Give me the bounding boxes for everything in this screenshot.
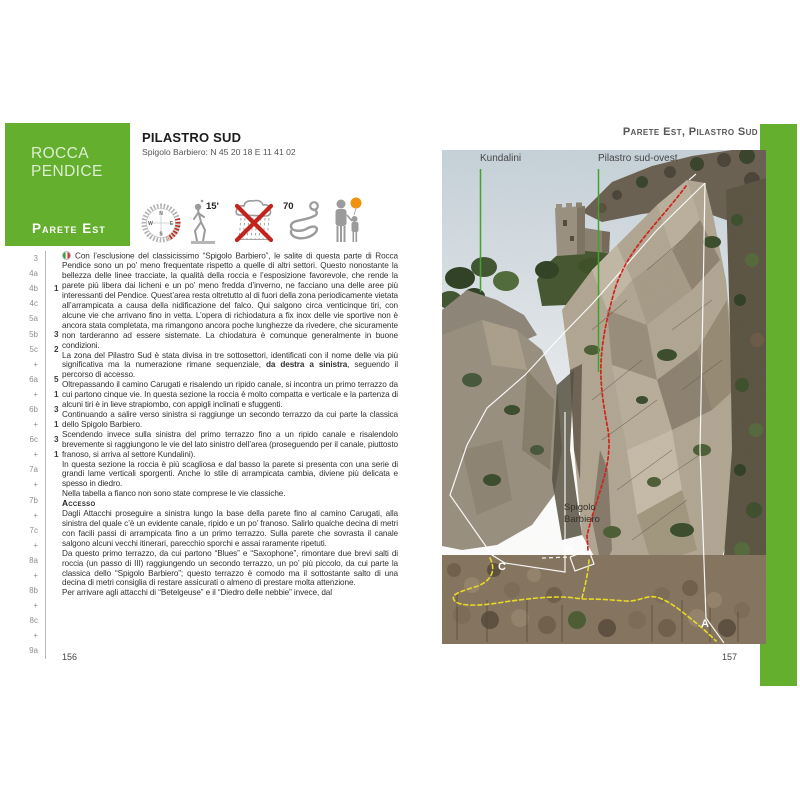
rope-length-label: 70 <box>283 201 294 212</box>
grade-row: 5b 3 <box>8 326 59 341</box>
photo-grain <box>442 150 766 644</box>
grade-row: 7c <box>8 523 59 538</box>
page-number-right: 157 <box>722 652 738 662</box>
paragraph: Scendendo invece sulla sinistra del primo terrazzo fino a un ripido canale e risalendolo brevemente si raggiungono le vie del lato sinistro dell’area (proseguendo per il canale, piuttosto franoso, si arriva al settore Kundalini). <box>62 429 398 459</box>
sectors-paragraph: La zona del Pilastro Sud è stata divisa in tre sottosettori, identificati con il nome delle via più significativa ma la numerazione rimane sequenziale, da destra a sinistra, seguendo il percorso di accesso. <box>62 350 398 380</box>
access-paragraph: Per arrivare agli attacchi di “Betelgeuse” e il “Diedro delle nebbie” invece, dal <box>62 588 332 598</box>
access-paragraph: Da questo primo terrazzo, da cui partono “Blues” e “Saxophone”, rimontare due brevi salti di roccia (un passo di III) raggiungendo un secondo terrazzo, un po’ più piccolo, da cui parte la classica dello “Spigolo Barbiero”; questo terrazzo è comodo ma il sottostante salto di una decina di metri consiglia di restare assicurati o almeno di prestare molta attenzione. <box>62 548 398 588</box>
label-pilastro-sud-ovest: Pilastro sud-ovest <box>598 153 678 164</box>
intro-paragraph: Con l’esclusione del classicissimo “Spigolo Barbiero”, le salite di questa parte di Rocca Pendice sono un po’ meno frequentate rispetto a quelle di altri settori. Questo nonostante la bellezza delle linee tracciate, la qualità della roccia e l’esposizione favorevole, che rende la parete più libera dai licheni e un po’ meno fredda d’inverno, ne facciano una delle aree più interessanti del Pendice. Quest’area resta oltretutto al di fuori della zona periodicamente vietata all’arrampicata a causa della nidificazione del falco. Qui salgono circa venticinque tiri, con alcune vie che arrivano fino in vetta. L’opera di richiodatura a fix inox delle vie sportive non è ancora stata completata, ma rimangono ancora poche lunghezze da rivedere, che sicuramente non tarderanno ad essere sistemate. La chiodatura è comunque generalmente in buone condizioni. <box>62 251 398 350</box>
compass-s: S <box>159 231 163 238</box>
grade-row: 6c 3 <box>8 432 59 447</box>
sector-label-c: C <box>498 561 506 573</box>
paragraph: Oltrepassando il camino Carugati e risalendo un ripido canale, si incontra un primo terrazzo da cui partono cinque vie. In questa sezione la roccia è molto compatta e verticale e la partenza di alcuni tiri è in lieve strapiombo, con appigli inclinati e sfuggenti. <box>62 380 398 410</box>
grade-row: 8c <box>8 613 59 628</box>
grade-row: 4a <box>8 266 59 281</box>
page-title: PILASTRO SUD <box>142 130 242 145</box>
crag-photo <box>442 150 766 644</box>
grade-row: 8b <box>8 583 59 598</box>
compass-exposure-icon <box>138 197 184 247</box>
grade-row: + <box>8 538 59 553</box>
no-climb-when-wet-icon <box>230 197 278 247</box>
compass-w: W <box>148 221 153 227</box>
italian-flag-icon <box>62 251 71 260</box>
family-friendly-icon <box>328 195 368 248</box>
grade-row: 8a <box>8 553 59 568</box>
grade-row: 7b <box>8 493 59 508</box>
sector-label-b: B <box>566 545 574 557</box>
grade-row: 6b 3 <box>8 402 59 417</box>
access-paragraph: Dagli Attacchi proseguire a sinistra lungo la base della parete fino al camino Carugati, alla sinistra del quale c’è un evidente canale, ripido e un po’ franoso. Salirlo qualche decina di metri con facili passi di arrampicata fino a un primo terrazzo. Sulla parete che sovrasta il canale salgono alcuni vecchi itinerari, parecchio sporchi e assai raramente ripetuti. <box>62 509 398 548</box>
grade-row: + <box>8 598 59 613</box>
grade-row: 5a <box>8 311 59 326</box>
grade-row: + <box>8 508 59 523</box>
route-description <box>62 251 398 598</box>
grade-row: + <box>8 477 59 492</box>
paragraph: Continuando a salire verso sinistra si raggiunge un secondo terrazzo da cui parte la classica dello Spigolo Barbiero. <box>62 410 398 429</box>
area-title: ROCCA PENDICE <box>31 145 103 181</box>
label-kundalini: Kundalini <box>480 153 522 164</box>
grade-row: 4c <box>8 296 59 311</box>
svg-text:Spigolo: Spigolo <box>564 502 596 513</box>
grade-row: + <box>8 628 59 643</box>
grade-row: 9a <box>8 643 59 658</box>
paragraph: In questa sezione la roccia è più scagliosa e dal basso la parete si presenta con una serie di grandi lame verticali sporgenti. Anche lo stile di arrampicata cambia, diviene più delicata e spesso in diedro. <box>62 459 398 489</box>
grade-row: 7a <box>8 462 59 477</box>
walk-time-label: 15' <box>206 201 219 212</box>
svg-text:Barbiero: Barbiero <box>564 514 600 525</box>
grade-row: + <box>8 568 59 583</box>
grade-row: + 1 <box>8 387 59 402</box>
grade-row: + 1 <box>8 447 59 462</box>
grade-row: 5c 2 <box>8 342 59 357</box>
sector-label-a: A <box>701 618 709 630</box>
wall-title: Parete Est <box>32 221 106 236</box>
crag-photo-art <box>442 150 766 644</box>
grade-row: 4b 1 <box>8 281 59 296</box>
running-header: Parete Est, Pilastro Sud <box>622 126 758 138</box>
grade-row: + <box>8 357 59 372</box>
rope-length-icon <box>282 197 324 247</box>
compass-n: N <box>159 211 163 217</box>
grade-table <box>8 251 59 659</box>
spigolo-barbiero-label <box>564 502 600 525</box>
grade-row: 6a 5 <box>8 372 59 387</box>
page-number-left: 156 <box>62 652 78 662</box>
paragraph: Nella tabella a fianco non sono state comprese le vie classiche. <box>62 489 286 499</box>
sector-title-box <box>5 123 130 246</box>
grade-row: 3 <box>8 251 59 266</box>
grade-row: + 1 <box>8 417 59 432</box>
access-heading: Accesso <box>62 498 96 509</box>
balloon-icon <box>351 198 362 209</box>
page-subtitle: Spigolo Barbiero: N 45 20 18 E 11 41 02 <box>142 147 296 157</box>
compass-e: E <box>169 221 174 227</box>
hiker-approach-icon <box>188 197 226 247</box>
